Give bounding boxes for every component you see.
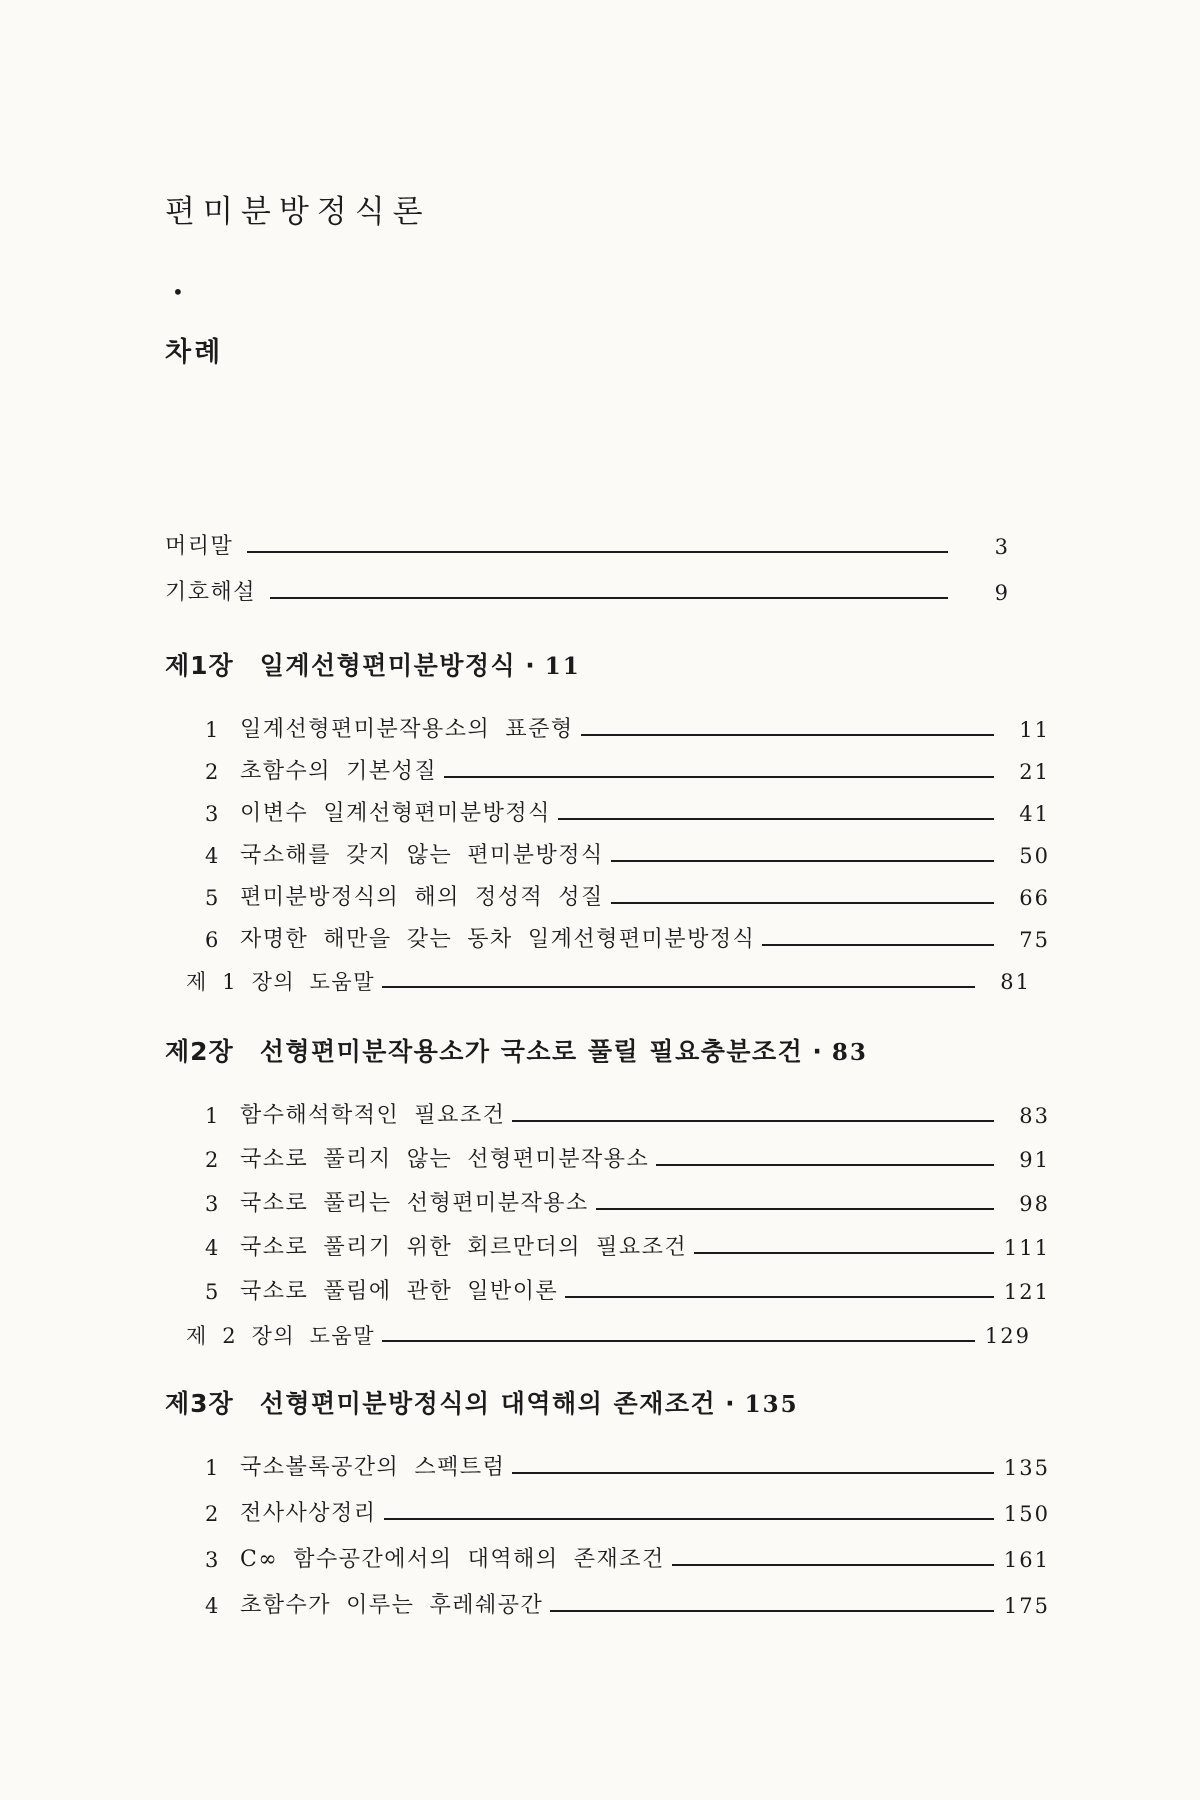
chapter-note-row (165, 1305, 1031, 1349)
item-page-number: 91 (1019, 1148, 1050, 1173)
note-page-number: 129 (984, 1324, 1031, 1349)
book-title: 편미분방정식론 (165, 194, 431, 230)
front-matter-row (165, 514, 1010, 560)
bullet-marker: • (172, 280, 184, 304)
item-number: 5 (205, 885, 219, 910)
item-page-number: 175 (1003, 1594, 1050, 1619)
item-page-number: 98 (1019, 1192, 1050, 1217)
item-page-number: 161 (1003, 1548, 1050, 1573)
chapter-number: 제1장 (165, 651, 234, 680)
note-label: 제 1 장의 도움말 (186, 970, 376, 995)
toc-item-row (165, 1481, 1050, 1527)
item-number: 4 (205, 1235, 219, 1260)
chapter-title: 선형편미분방정식의 대역해의 존재조건 (259, 1389, 717, 1418)
item-label: 함수해석학적인 필요조건 (240, 1103, 506, 1129)
leader-line (762, 944, 994, 946)
note-label: 제 2 장의 도움말 (186, 1324, 376, 1349)
toc-item-row (165, 1173, 1050, 1217)
item-number: 4 (205, 1593, 219, 1618)
toc-item-row (165, 1261, 1050, 1305)
item-number: 3 (205, 1191, 219, 1216)
toc-item-row (165, 785, 1050, 827)
item-number: 1 (205, 1455, 219, 1480)
toc-title: 차례 (165, 337, 224, 368)
item-number: 4 (205, 843, 219, 868)
front-matter-section (165, 514, 1010, 606)
item-number: 2 (205, 1501, 219, 1526)
leader-line (512, 1472, 994, 1474)
chapter-note-row (165, 953, 1031, 995)
leader-line (596, 1208, 994, 1210)
leader-line (512, 1120, 994, 1122)
leader-line (611, 902, 994, 904)
chapter-number: 제2장 (165, 1037, 234, 1066)
item-page-number: 11 (1019, 718, 1050, 743)
item-label: 편미분방정식의 해의 정성적 성질 (240, 885, 604, 911)
chapter-title: 일계선형편미분방정식 (259, 651, 517, 680)
note-page-number: 81 (1000, 970, 1031, 995)
leader-line (581, 734, 994, 736)
front-page-number: 9 (994, 581, 1010, 606)
item-number: 2 (205, 759, 219, 784)
item-page-number: 75 (1019, 928, 1050, 953)
item-number: 1 (205, 717, 219, 742)
chapter-heading (165, 1034, 1010, 1071)
item-page-number: 83 (1019, 1104, 1050, 1129)
item-label: 국소볼록공간의 스펙트럼 (240, 1455, 506, 1481)
toc-item-row (165, 869, 1050, 911)
item-label: 초함수가 이루는 후레쉐공간 (240, 1593, 544, 1619)
chapter-page-separator: · (812, 1037, 823, 1066)
item-number: 2 (205, 1147, 219, 1172)
toc-item-row (165, 1527, 1050, 1573)
item-number: 3 (205, 801, 219, 826)
toc-item-row (165, 911, 1050, 953)
item-label: 자명한 해만을 갖는 동차 일계선형편미분방정식 (240, 927, 756, 953)
toc-item-row (165, 1129, 1050, 1173)
toc-item-row (165, 1435, 1050, 1481)
chapter-page-separator: · (525, 651, 536, 680)
leader-line (672, 1564, 994, 1566)
leader-line (444, 776, 994, 778)
front-matter-row (165, 560, 1010, 606)
front-label: 머리말 (165, 534, 234, 560)
toc-item-row (165, 827, 1050, 869)
item-page-number: 111 (1003, 1236, 1050, 1261)
item-page-number: 50 (1019, 844, 1050, 869)
chapter-number: 제3장 (165, 1389, 234, 1418)
leader-line (656, 1164, 994, 1166)
item-number: 3 (205, 1547, 219, 1572)
toc-item-row (165, 1573, 1050, 1619)
item-label: 이변수 일계선형편미분방정식 (240, 801, 551, 827)
item-label: 국소로 풀리지 않는 선형편미분작용소 (240, 1147, 650, 1173)
item-page-number: 121 (1003, 1280, 1050, 1305)
leader-line (247, 551, 948, 553)
item-label: 국소로 풀림에 관한 일반이론 (240, 1279, 559, 1305)
chapter-page-separator: · (725, 1389, 736, 1418)
leader-line (382, 986, 975, 988)
leader-line (694, 1252, 994, 1254)
item-label: 전사사상정리 (240, 1501, 377, 1527)
leader-line (270, 597, 948, 599)
toc-item-row (165, 743, 1050, 785)
chapter-section (165, 1034, 1050, 1349)
item-number: 5 (205, 1279, 219, 1304)
item-page-number: 150 (1003, 1502, 1050, 1527)
toc-item-row (165, 701, 1050, 743)
item-label: C∞ 함수공간에서의 대역해의 존재조건 (240, 1547, 665, 1573)
toc-item-row (165, 1217, 1050, 1261)
item-page-number: 41 (1019, 802, 1050, 827)
chapter-start-page: 11 (544, 653, 581, 680)
item-number: 1 (205, 1103, 219, 1128)
leader-line (384, 1518, 994, 1520)
front-label: 기호해설 (165, 580, 257, 606)
item-label: 국소해를 갖지 않는 편미분방정식 (240, 843, 604, 869)
item-page-number: 21 (1019, 760, 1050, 785)
item-label: 국소로 풀리기 위한 회르만더의 필요조건 (240, 1235, 688, 1261)
toc-item-row (165, 1085, 1050, 1129)
leader-line (565, 1296, 994, 1298)
item-page-number: 135 (1003, 1456, 1050, 1481)
front-page-number: 3 (994, 535, 1010, 560)
leader-line (382, 1340, 975, 1342)
chapter-heading (165, 1386, 1010, 1423)
item-number: 6 (205, 927, 219, 952)
item-page-number: 66 (1019, 886, 1050, 911)
chapter-section (165, 1386, 1050, 1619)
chapter-start-page: 135 (744, 1391, 799, 1418)
item-label: 국소로 풀리는 선형편미분작용소 (240, 1191, 589, 1217)
chapter-section (165, 648, 1050, 995)
item-label: 일계선형편미분작용소의 표준형 (240, 717, 574, 743)
chapter-heading (165, 648, 1010, 685)
item-label: 초함수의 기본성질 (240, 759, 438, 785)
leader-line (558, 818, 994, 820)
leader-line (611, 860, 994, 862)
chapter-title: 선형편미분작용소가 국소로 풀릴 필요충분조건 (259, 1037, 804, 1066)
leader-line (550, 1610, 994, 1612)
chapter-start-page: 83 (831, 1039, 868, 1066)
